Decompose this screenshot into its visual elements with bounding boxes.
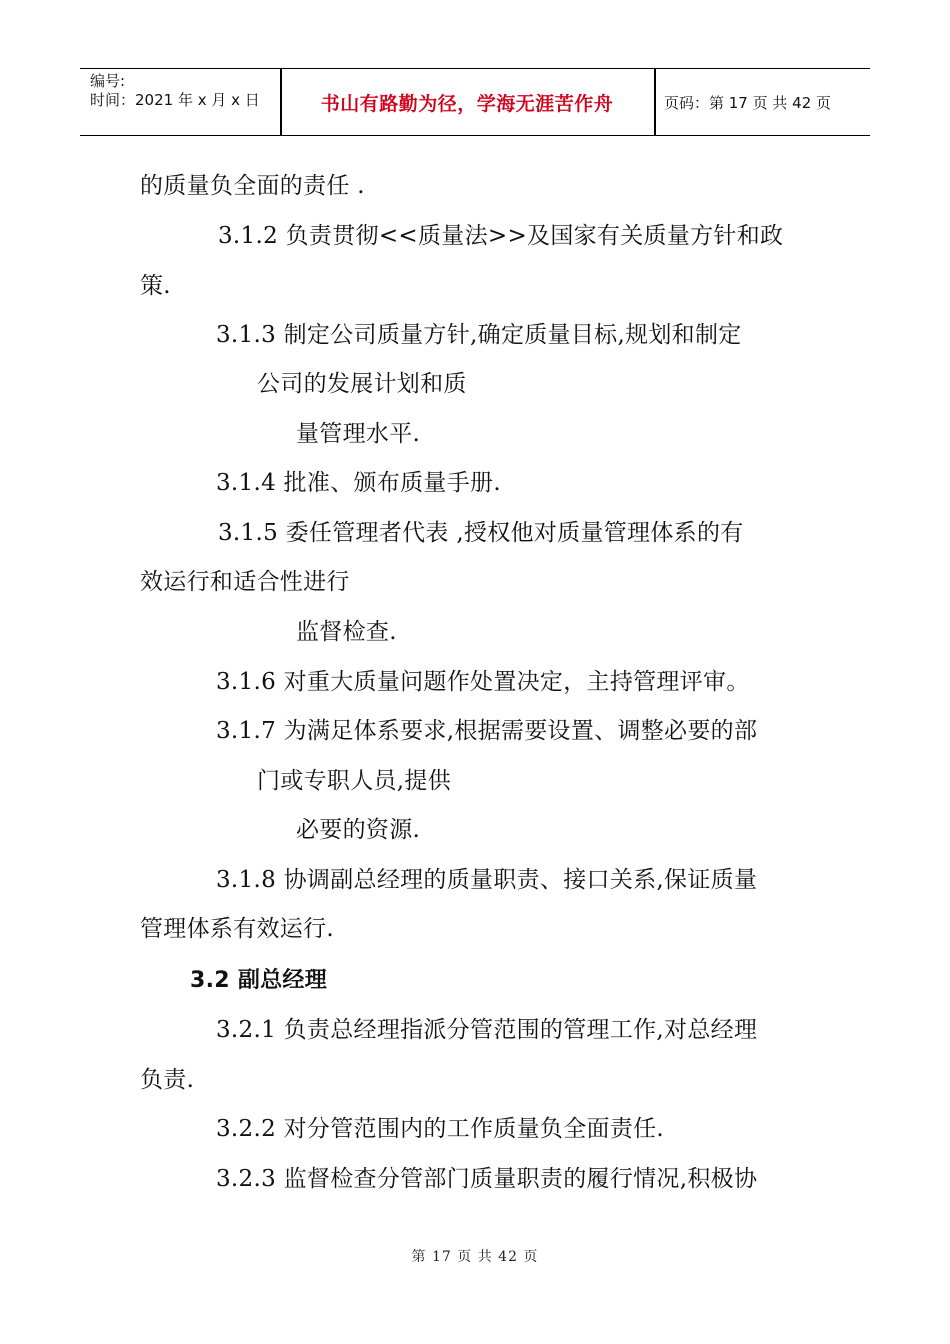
body-line: 监督检查. <box>296 619 397 645</box>
body-line: 的质量负全面的责任 . <box>140 173 365 199</box>
header-motto: 书山有路勤为径，学海无涯苦作舟 <box>320 92 614 115</box>
body-line: 3.2.1 负责总经理指派分管范围的管理工作,对总经理 <box>216 1017 758 1043</box>
body-line: 3.2.2 对分管范围内的工作质量负全面责任. <box>216 1116 665 1142</box>
body-line: 策. <box>140 273 171 299</box>
body-line: 3.1.6 对重大质量问题作处置决定，主持管理评审。 <box>216 669 750 695</box>
document-date: 时间：2021 年 x 月 x 日 <box>90 91 260 109</box>
page-header <box>80 68 870 136</box>
body-line: 3.2.3 监督检查分管部门质量职责的履行情况,积极协 <box>216 1166 758 1192</box>
section-heading: 3.2 副总经理 <box>190 968 328 993</box>
body-line: 3.1.4 批准、颁布质量手册. <box>216 470 501 496</box>
document-number-label: 编号: <box>90 72 126 90</box>
header-divider <box>654 69 656 135</box>
body-line: 量管理水平. <box>296 421 421 447</box>
header-meta <box>80 69 280 135</box>
body-line: 效运行和适合性进行 <box>140 569 350 595</box>
body-line: 3.1.8 协调副总经理的质量职责、接口关系,保证质量 <box>216 867 758 893</box>
body-line: 3.1.7 为满足体系要求,根据需要设置、调整必要的部 <box>216 718 758 744</box>
body-line: 必要的资源. <box>296 817 421 843</box>
header-page-info: 页码：第 17 页 共 42 页 <box>664 93 832 112</box>
body-line: 3.1.2 负责贯彻<<质量法>>及国家有关质量方针和政 <box>218 223 784 249</box>
body-line: 管理体系有效运行. <box>140 916 335 942</box>
body-line: 门或专职人员,提供 <box>257 768 452 794</box>
body-line: 3.1.5 委任管理者代表 ,授权他对质量管理体系的有 <box>218 520 744 546</box>
body-line: 3.1.3 制定公司质量方针,确定质量目标,规划和制定 <box>216 322 742 348</box>
body-line: 公司的发展计划和质 <box>257 371 467 397</box>
page-footer: 第 17 页 共 42 页 <box>411 1249 539 1265</box>
body-line: 负责. <box>140 1067 195 1093</box>
